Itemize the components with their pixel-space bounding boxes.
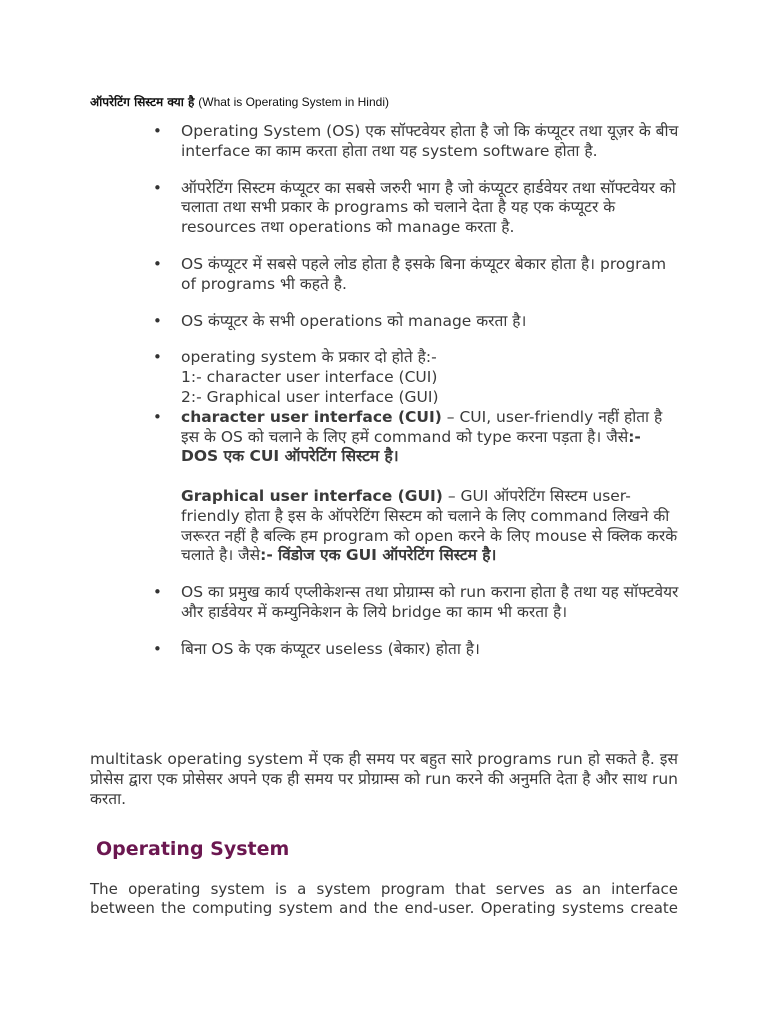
list-item-os-types (90, 348, 680, 407)
list-item (90, 122, 680, 162)
list-item (90, 312, 680, 332)
multitask-paragraph: multitask operating system में एक ही समय पर बहुत सारे programs run हो सकते है. इस प्रोसेस द्वारा एक प्रोसेसर अपने एक ही समय पर प्रोग्राम्स को run करने की अनुमति देता है और साथ run करता. (90, 750, 678, 808)
gui-example: :- विंडोज एक GUI ऑपरेटिंग सिस्टम है। (260, 546, 497, 565)
list-item-cui (90, 408, 680, 467)
section-title: Operating System (96, 838, 290, 860)
bullet-text: OS कंप्यूटर के सभी operations को manage करता है। (181, 311, 527, 330)
gui-description: – GUI ऑपरेटिंग सिस्टम user-friendly होता है इस के ऑपरेटिंग सिस्टम को चलाने के लिए command लिखने की जरूरत नहीं है बल्कि हम program को open करने के लिए mouse से क्लिक करके चलाते है। जैसे (181, 486, 678, 565)
list-item (90, 255, 680, 295)
list-item (90, 640, 680, 660)
heading-hindi-text: ऑपरेटिंग सिस्टम क्या है (90, 95, 195, 109)
os-definition-paragraph: The operating system is a system program that serves as an interface between the computing system and the end-user. Operating systems create (90, 880, 678, 917)
os-type-cui: 1:- character user interface (CUI) (181, 368, 438, 387)
gui-term: Graphical user interface (GUI) (181, 486, 443, 505)
os-types-intro: • operating system के प्रकार दो होते है:- (181, 348, 437, 367)
list-item-gui (90, 487, 680, 566)
cui-term: character user interface (CUI) (181, 407, 442, 426)
list-item (90, 583, 680, 623)
bullet-text: OS का प्रमुख कार्य एप्लीकेशन्स तथा प्रोग्राम्स को run कराना होता है तथा यह सॉफ्टवेयर और हार्डवेयर में कम्युनिकेशन के लिये bridge का काम भी करता है। (181, 583, 679, 621)
list-item (90, 179, 680, 238)
bullet-text: Operating System (OS) एक सॉफ्टवेयर होता है जो कि कंप्यूटर तथा यूज़र के बीच interface का काम करता होता तथा यह system software होता है. (181, 122, 679, 160)
cui-example: :- DOS एक CUI ऑपरेटिंग सिस्टम है। (181, 427, 641, 466)
cui-description: – CUI, user-friendly नहीं होता है इस के OS को चलाने के लिए हमें command को type करना पड़ता है। जैसे (181, 407, 663, 446)
heading-english-text: (What is Operating System in Hindi) (198, 95, 389, 109)
os-type-gui: 2:- Graphical user interface (GUI) (181, 387, 439, 406)
hindi-heading (90, 93, 690, 110)
bullet-text: बिना OS के एक कंप्यूटर useless (बेकार) होता है। (181, 639, 480, 658)
bullet-list (90, 122, 680, 660)
bullet-text: ऑपरेटिंग सिस्टम कंप्यूटर का सबसे जरुरी भाग है जो कंप्यूटर हार्डवेयर तथा सॉफ्टवेयर को चलाता तथा सभी प्रकार के programs को चलाने देता है यह एक कंप्यूटर के resources तथा operations को manage करता है. (181, 178, 676, 237)
bullet-text: OS कंप्यूटर में सबसे पहले लोड होता है इसके बिना कंप्यूटर बेकार होता है। program of programs भी कहते है. (181, 254, 667, 293)
